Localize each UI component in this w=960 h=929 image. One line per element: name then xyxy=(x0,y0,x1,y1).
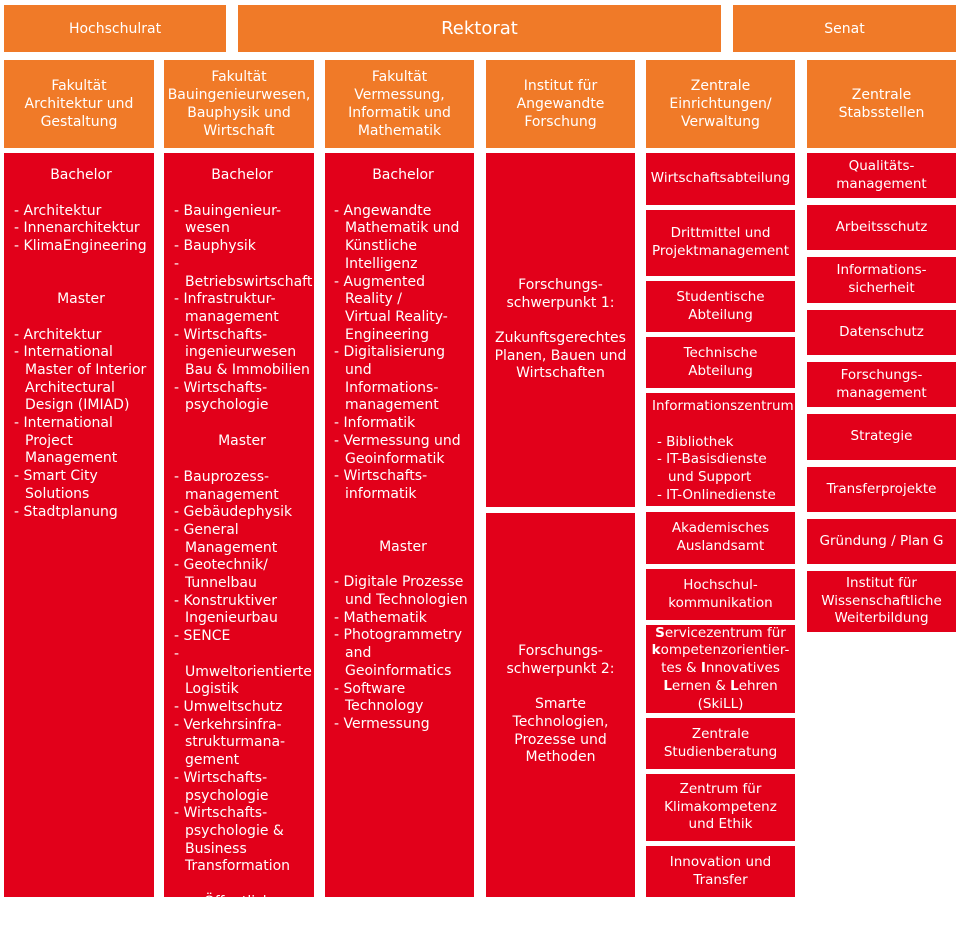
program-item xyxy=(174,291,310,326)
line: Umweltorientierte xyxy=(185,663,312,680)
forschungsschwerpunkt-1 xyxy=(486,153,635,507)
fakultaet-vermessung-panel xyxy=(325,153,474,897)
bold-letter: k xyxy=(651,642,661,659)
line: Bauprozess- xyxy=(183,468,270,485)
line: Zentrale xyxy=(691,725,750,742)
line: Logistik xyxy=(185,681,239,698)
line: Engineering xyxy=(345,326,429,343)
line: Virtual Reality- xyxy=(345,308,448,325)
header-zentrale-stabsstellen xyxy=(807,60,956,148)
line: Photogrammetry xyxy=(343,627,463,644)
header-line: Fakultät xyxy=(371,69,428,85)
line: Management xyxy=(25,450,118,467)
line: Konstruktiver xyxy=(183,592,277,609)
program-item xyxy=(14,327,148,345)
line: Ingenieurbau xyxy=(185,610,278,627)
header-line: Gestaltung xyxy=(40,114,118,130)
program-item xyxy=(174,770,310,805)
stab-qualitaetsmanagement xyxy=(807,153,956,198)
line: und Technologien xyxy=(345,592,468,609)
line: Künstliche xyxy=(345,238,417,255)
stab-transferprojekte xyxy=(807,467,956,512)
line: Akademisches xyxy=(671,520,770,537)
bachelor-list xyxy=(14,203,148,256)
senat-box xyxy=(733,5,956,52)
line: Institut für xyxy=(846,574,917,591)
line: Abteilung xyxy=(688,362,753,379)
line xyxy=(661,660,780,678)
line: Geotechnik/ xyxy=(183,557,268,574)
text: ehren xyxy=(738,677,778,694)
program-item xyxy=(174,327,310,380)
line: schwerpunkt 2: xyxy=(506,660,615,677)
line: Mathematik xyxy=(343,609,427,626)
hochschulrat-box xyxy=(4,5,226,52)
line: strukturmana- xyxy=(185,734,286,751)
line: Strategie xyxy=(850,428,913,445)
line xyxy=(652,642,790,660)
line: Wirtschafts- xyxy=(183,769,268,786)
line: management xyxy=(836,175,927,192)
program-item xyxy=(174,699,310,717)
header-line: Bauingenieurwesen, xyxy=(167,87,311,103)
line: Betriebswirtschaft xyxy=(185,273,313,290)
line: General xyxy=(183,521,239,538)
line: Technische xyxy=(683,344,758,361)
iz-list xyxy=(652,434,791,505)
line: Hochschul- xyxy=(683,576,758,593)
bold-letter: L xyxy=(663,677,672,694)
line: ingenieurwesen xyxy=(185,344,297,361)
master-list xyxy=(334,574,472,733)
text: tes & xyxy=(661,660,701,677)
program-item: - KlimaEngineering xyxy=(14,238,148,256)
line: Project xyxy=(25,432,73,449)
line: Wirtschafts- xyxy=(343,468,428,485)
bachelor-title: Bachelor xyxy=(50,167,112,183)
program-item xyxy=(174,238,310,256)
line: psychologie xyxy=(185,787,269,804)
line: Tunnelbau xyxy=(185,575,257,592)
bold-letter: S xyxy=(655,624,665,641)
informationszentrum-box xyxy=(646,393,795,506)
line: Verkehrsinfra- xyxy=(183,716,282,733)
header-zentrale-einrichtungen xyxy=(646,60,795,148)
line: Drittmittel und xyxy=(670,225,771,242)
technische-abteilung-box xyxy=(646,337,795,388)
line: SENCE xyxy=(183,628,231,645)
line: Architectural xyxy=(25,379,115,396)
stab-weiterbildung xyxy=(807,571,956,632)
program-item xyxy=(14,344,148,415)
studienberatung-box xyxy=(646,718,795,769)
line: Intelligenz xyxy=(345,255,418,272)
line: management xyxy=(185,308,279,325)
line: Augmented Reality / xyxy=(343,273,425,308)
line: schwerpunkt 1: xyxy=(506,294,615,311)
program-item xyxy=(174,256,313,291)
skill-box xyxy=(646,625,795,713)
iz-item xyxy=(657,434,791,452)
line xyxy=(663,678,777,696)
program-item: - Innenarchitektur xyxy=(14,220,148,238)
line: IT-Basisdienste xyxy=(666,451,767,468)
program-item xyxy=(14,415,148,468)
line: Vermessung xyxy=(343,715,430,732)
line: Mathematik und xyxy=(345,220,460,237)
line: Angewandte xyxy=(343,202,432,219)
line: Umweltschutz xyxy=(183,698,283,715)
forschungsschwerpunkt-2 xyxy=(486,513,635,897)
stab-datenschutz xyxy=(807,310,956,355)
line: Smart City xyxy=(23,468,98,485)
line: Geoinformatik xyxy=(345,450,445,467)
program-item xyxy=(334,433,472,468)
bachelor-list xyxy=(174,202,313,415)
line: management xyxy=(345,397,439,414)
line: Business xyxy=(185,840,247,857)
line: Gebäudephysik xyxy=(183,504,293,521)
header-institut-forschung xyxy=(486,60,635,148)
line: Bibliothek xyxy=(666,433,734,450)
hochschulkommunikation-box xyxy=(646,569,795,620)
line: Master of Interior xyxy=(25,361,147,378)
header-fakultaet-vermessung xyxy=(325,60,474,148)
header-line: Zentrale xyxy=(851,87,912,103)
fakultaet-architektur-panel xyxy=(4,153,154,897)
line: Auslandsamt xyxy=(676,538,765,554)
stab-gruendung xyxy=(807,519,956,564)
master-title: Master xyxy=(57,290,105,307)
program-item xyxy=(174,557,310,592)
header-line: Bauphysik und xyxy=(187,105,291,121)
line: Qualitäts- xyxy=(848,157,915,174)
program-item xyxy=(334,415,472,433)
master-list xyxy=(174,469,310,876)
header-fakultaet-architektur xyxy=(4,60,154,148)
line: Datenschutz xyxy=(839,323,924,340)
line: und Ethik xyxy=(688,816,753,833)
line: Wirtschafts- xyxy=(183,805,268,822)
program-item xyxy=(174,593,310,628)
line: Zentrum für xyxy=(679,780,762,797)
line: Abteilung xyxy=(688,306,753,323)
line: Informatik xyxy=(343,415,416,432)
line: Studienberatung xyxy=(663,743,778,760)
line: und Support xyxy=(668,469,752,486)
line: Prozesse und xyxy=(514,731,607,748)
bachelor-title: Bachelor xyxy=(211,167,273,183)
line: management xyxy=(836,384,927,401)
line: Wirtschafts- xyxy=(183,379,268,396)
line: Software xyxy=(343,680,406,697)
line: Zukunftsgerechtes xyxy=(495,329,626,346)
program-item xyxy=(334,468,472,503)
header-line: Informatik und xyxy=(348,105,451,121)
line: and Geoinformatics xyxy=(345,645,452,679)
program-item xyxy=(174,805,310,876)
line: International xyxy=(23,415,113,432)
program-item xyxy=(174,504,310,522)
header-line: Angewandte xyxy=(516,96,605,112)
program-item xyxy=(174,522,310,557)
program-item xyxy=(334,627,472,680)
auslandsamt-box xyxy=(646,512,795,564)
line: Öffentliche xyxy=(203,894,281,911)
program-item xyxy=(174,203,310,238)
line: Informations- xyxy=(345,379,439,396)
header-line: Verwaltung xyxy=(681,114,760,130)
stab-informationssicherheit xyxy=(807,257,956,303)
header-line: Vermessung, xyxy=(354,87,445,103)
line: Gründung / Plan G xyxy=(819,532,944,549)
line: Stadtplanung xyxy=(23,503,118,520)
header-line: Zentrale xyxy=(690,78,751,94)
program-item xyxy=(14,468,148,503)
header-line: Mathematik xyxy=(357,123,442,139)
line: Wirtschaften xyxy=(516,365,605,382)
line: Vermessung und xyxy=(343,432,461,449)
program-item xyxy=(174,628,310,646)
header-line: Architektur und xyxy=(24,96,134,112)
bachelor-list xyxy=(334,203,472,504)
line: Arbeitsschutz xyxy=(835,218,928,235)
text: ernen & xyxy=(671,677,731,694)
stab-arbeitsschutz xyxy=(807,205,956,250)
bachelor-title: Bachelor xyxy=(372,167,434,183)
header-line: Fakultät xyxy=(211,69,267,85)
program-item xyxy=(334,681,472,716)
innovation-transfer-box xyxy=(646,846,795,897)
header-fakultaet-bauingenieurwesen xyxy=(164,60,314,148)
klimakompetenz-box xyxy=(646,774,795,841)
line: kommunikation xyxy=(668,594,773,611)
iz-item xyxy=(657,487,791,505)
line: Bauphysik xyxy=(183,238,256,255)
text: ervicezentrum für xyxy=(664,624,786,641)
header-line: Einrichtungen/ xyxy=(669,96,772,112)
line: Architektur xyxy=(23,326,102,343)
line: Informations- xyxy=(836,262,927,279)
stab-forschungsmanagement xyxy=(807,362,956,407)
drittmittel-box xyxy=(646,210,795,276)
line: Weiterbildung xyxy=(834,610,929,627)
header-line: Stabsstellen xyxy=(838,105,925,121)
line: psychologie xyxy=(185,397,269,414)
program-item xyxy=(334,274,472,345)
line: psychologie & xyxy=(185,822,284,839)
line: Projektmanagement xyxy=(651,243,790,259)
text: nnovatives xyxy=(705,660,780,677)
iz-title: Informationszentrum xyxy=(652,398,794,414)
baustoffpruefstelle xyxy=(174,894,310,929)
program-item xyxy=(174,646,310,699)
header-line: Wirtschaft xyxy=(203,123,275,139)
line: Baustoffprüfstelle xyxy=(179,911,305,928)
line: informatik xyxy=(345,485,417,502)
fakultaet-bauingenieurwesen-panel xyxy=(164,153,314,928)
line: Transfer xyxy=(693,871,748,888)
line: Transferprojekte xyxy=(826,480,937,497)
program-item xyxy=(334,610,472,628)
bold-letter: L xyxy=(730,677,739,694)
line: gement xyxy=(185,752,240,769)
line: Klimakompetenz xyxy=(664,798,777,815)
line: Innovation und xyxy=(669,853,772,870)
senat-label: Senat xyxy=(824,20,865,37)
line: Planen, Bauen und xyxy=(494,347,627,364)
line: Bauingenieur- xyxy=(183,202,281,219)
line: Forschungs- xyxy=(840,366,923,383)
line: Management xyxy=(185,539,278,556)
header-line: Institut für xyxy=(523,78,598,94)
header-line: Fakultät xyxy=(51,78,107,94)
master-list xyxy=(14,327,148,522)
line: Transformation xyxy=(185,858,291,875)
line: Infrastruktur- xyxy=(183,291,276,308)
line: Wirtschafts- xyxy=(183,326,268,343)
studentische-abteilung-box xyxy=(646,281,795,332)
line: Bau & Immobilien xyxy=(185,362,310,379)
rektorat-box xyxy=(238,5,721,52)
text: ompetenzorientier- xyxy=(660,642,790,659)
line: Wissenschaftliche xyxy=(821,592,942,609)
stab-strategie xyxy=(807,414,956,460)
program-item xyxy=(14,504,148,522)
line: Solutions xyxy=(25,485,90,502)
master-title: Master xyxy=(379,538,427,555)
header-line: Forschung xyxy=(524,114,597,130)
program-item: - Architektur xyxy=(14,203,148,221)
line: IT-Onlinedienste xyxy=(666,486,776,503)
program-item xyxy=(174,717,310,770)
line: wesen xyxy=(185,220,230,237)
line: Technologien, xyxy=(512,713,609,730)
line: Forschungs- xyxy=(518,643,603,660)
line: Digitalisierung und xyxy=(343,344,445,379)
line xyxy=(655,625,786,643)
line: Studentische xyxy=(676,288,765,305)
program-item xyxy=(174,469,310,504)
bold-letter: I xyxy=(700,660,706,677)
line: Wirtschaftsabteilung xyxy=(650,170,791,187)
line: (SkiLL) xyxy=(697,695,744,712)
line: Methoden xyxy=(525,749,596,766)
wirtschaftsabteilung-box xyxy=(646,153,795,205)
line: Digitale Prozesse xyxy=(343,574,464,591)
line: Smarte xyxy=(535,696,586,713)
line: Design (IMIAD) xyxy=(25,397,130,414)
program-item xyxy=(334,203,472,274)
line: management xyxy=(185,486,279,503)
program-item xyxy=(334,574,472,609)
line: sicherheit xyxy=(848,280,915,296)
iz-item xyxy=(657,451,791,486)
line: Technology xyxy=(345,698,424,715)
master-title: Master xyxy=(218,433,266,450)
rektorat-label: Rektorat xyxy=(441,18,518,39)
program-item xyxy=(174,380,310,415)
line: Forschungs- xyxy=(518,276,603,293)
hochschulrat-label: Hochschulrat xyxy=(68,20,162,37)
program-item xyxy=(334,344,472,415)
line: International xyxy=(23,344,113,361)
program-item xyxy=(334,716,472,734)
